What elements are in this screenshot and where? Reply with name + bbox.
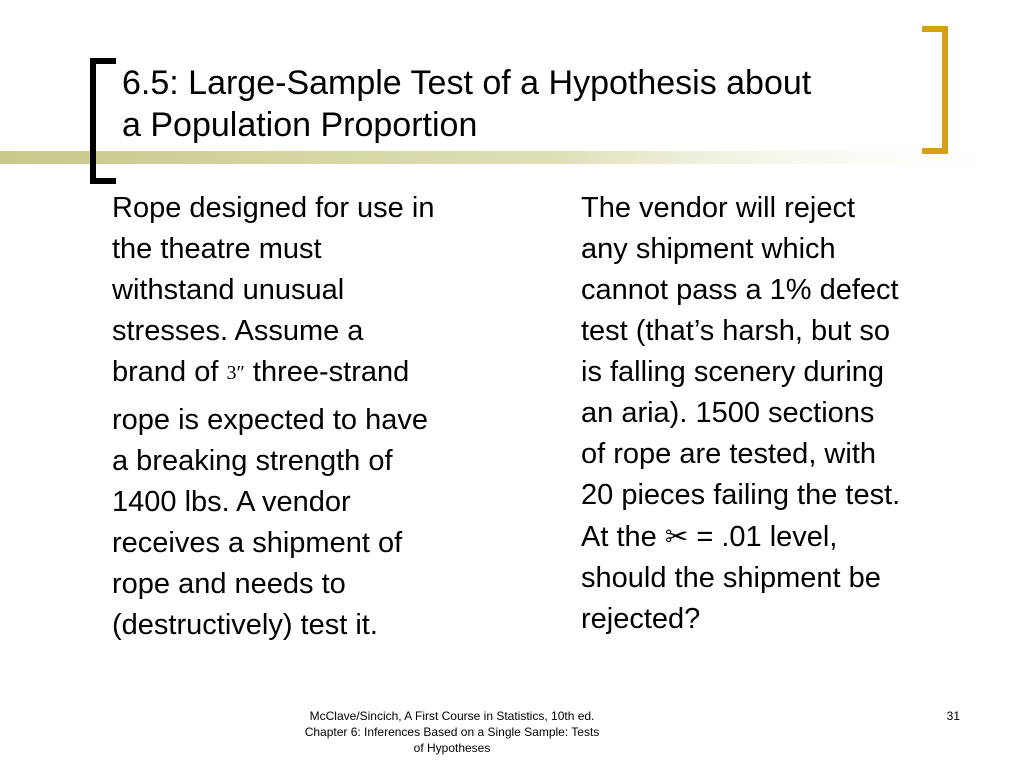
left-line: rope is expected to have	[112, 404, 428, 436]
line-spacer	[112, 394, 512, 400]
left-bracket-decoration	[90, 58, 116, 184]
left-line: Rope designed for use in	[112, 192, 435, 224]
right-line: should the shipment be	[581, 562, 881, 594]
alpha-scissors-icon: ✂	[664, 520, 689, 553]
left-line: receives a shipment of	[112, 527, 403, 559]
right-line-alpha-pre: At the	[581, 521, 665, 553]
title-line-1: 6.5: Large-Sample Test of a Hypothesis about	[122, 64, 812, 102]
citation-line-2: Chapter 6: Inferences Based on a Single Sample: Tests	[304, 725, 600, 739]
right-line: any shipment which	[581, 233, 836, 265]
left-line: (destructively) test it.	[112, 609, 378, 641]
right-line: of rope are tested, with	[581, 438, 876, 470]
left-paragraph	[112, 188, 512, 646]
right-line: is falling scenery during	[581, 356, 885, 388]
left-line-brand-post: three-strand	[244, 356, 410, 388]
left-line: 1400 lbs. A vendor	[112, 486, 351, 518]
rope-diameter-formula: 3″	[226, 362, 245, 384]
right-line: The vendor will reject	[581, 192, 855, 224]
right-line-alpha-post: = .01 level,	[688, 521, 838, 553]
footer-citation	[262, 708, 642, 756]
right-line: an aria). 1500 sections	[581, 397, 875, 429]
citation-line-1: McClave/Sincich, A First Course in Statistics, 10th ed.	[309, 709, 595, 723]
title-underline-bar	[0, 151, 1024, 164]
right-text-column	[581, 188, 971, 640]
left-line: a breaking strength of	[112, 445, 393, 477]
left-line: the theatre must	[112, 233, 322, 265]
title-line-2: a Population Proportion	[122, 106, 478, 144]
left-line: stresses. Assume a	[112, 315, 364, 347]
left-line: withstand unusual	[112, 274, 345, 306]
left-line: rope and needs to	[112, 568, 346, 600]
slide-title	[122, 62, 942, 146]
right-line: 20 pieces failing the test.	[581, 479, 901, 511]
left-text-column	[112, 188, 512, 646]
right-line: rejected?	[581, 603, 701, 635]
right-line: test (that’s harsh, but so	[581, 315, 890, 347]
slide-page-number: 31	[946, 709, 960, 723]
left-line-brand-pre: brand of	[112, 356, 227, 388]
citation-line-3: of Hypotheses	[413, 741, 491, 755]
right-line: cannot pass a 1% defect	[581, 274, 899, 306]
right-paragraph	[581, 188, 971, 640]
